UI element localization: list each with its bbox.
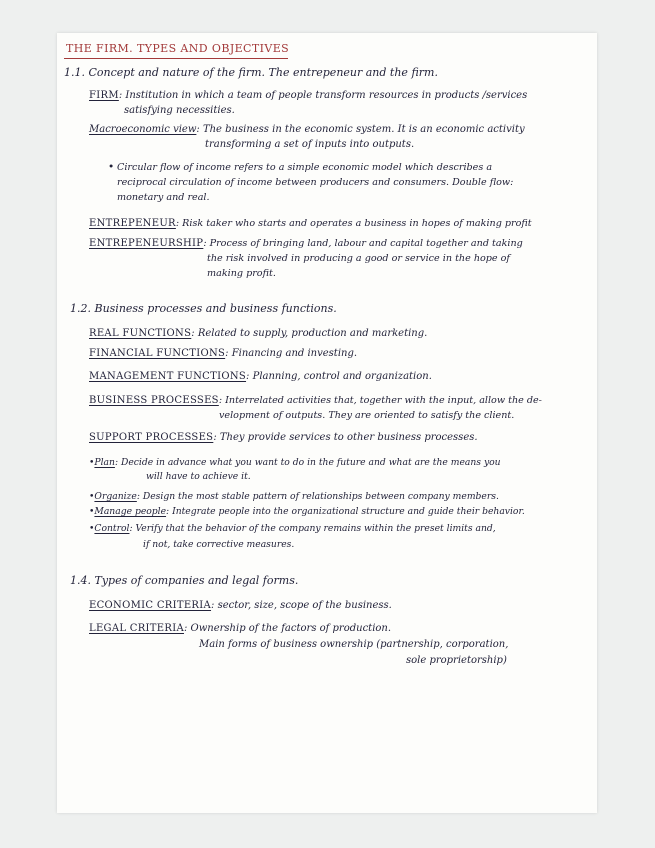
section-1-1-heading: 1.1. Concept and nature of the firm. The entrepeneur and the firm.	[64, 66, 438, 79]
economic-criteria-definition	[89, 599, 392, 612]
macro-def-line-1: : The business in the economic system. It is an economic activity	[196, 124, 525, 135]
economic-criteria-term: ECONOMIC CRITERIA	[89, 600, 212, 611]
organize-def: : Design the most stable pattern of relationships between company members.	[136, 491, 499, 502]
business-processes-term: BUSINESS PROCESSES	[89, 395, 219, 406]
bullet-dot: •	[108, 161, 115, 173]
firm-term: FIRM	[89, 90, 119, 101]
section-1-2-heading: 1.2. Business processes and business functions.	[70, 302, 337, 315]
circular-flow-line-2: reciprocal circulation of income between producers and consumers. Double flow:	[117, 177, 514, 188]
legal-criteria-def-line-3: sole proprietorship)	[406, 655, 507, 666]
macro-term: Macroeconomic view	[89, 124, 197, 135]
bullet-dot: •	[89, 457, 95, 468]
section-1-4-heading: 1.4. Types of companies and legal forms.	[70, 574, 299, 587]
plan-def-line-1: : Decide in advance what you want to do in the future and what are the means you	[114, 457, 501, 468]
real-functions-term: REAL FUNCTIONS	[89, 328, 192, 339]
legal-criteria-def-line-1: : Ownership of the factors of production.	[183, 623, 392, 634]
management-functions-definition	[89, 370, 432, 383]
business-processes-def-line-2: velopment of outputs. They are oriented to satisfy the client.	[219, 410, 515, 421]
support-processes-def: : They provide services to other business processes.	[213, 432, 478, 443]
bullet-dot: •	[89, 491, 95, 502]
firm-definition	[89, 89, 527, 102]
legal-criteria-def-line-2: Main forms of business ownership (partnership, corporation,	[199, 639, 509, 650]
support-processes-definition	[89, 431, 478, 444]
organize-term: Organize	[94, 491, 137, 502]
management-functions-term: MANAGEMENT FUNCTIONS	[89, 371, 247, 382]
control-term: Control	[94, 523, 130, 534]
entrepeneur-def: : Risk taker who starts and operates a business in hopes of making profit	[175, 218, 532, 229]
legal-criteria-definition	[89, 622, 391, 635]
entrepeneurship-definition	[89, 237, 523, 250]
macro-definition	[89, 123, 525, 136]
entrepeneurship-def-line-1: : Process of bringing land, labour and capital together and taking	[203, 238, 523, 249]
plan-def-line-2: will have to achieve it.	[146, 471, 251, 482]
manage-people-term: Manage people	[94, 506, 167, 517]
financial-functions-def: : Financing and investing.	[225, 348, 358, 359]
circular-flow-line-1: Circular flow of income refers to a simple economic model which describes a	[117, 162, 493, 173]
page-title: THE FIRM. TYPES AND OBJECTIVES	[66, 42, 290, 55]
legal-criteria-term: LEGAL CRITERIA	[89, 623, 184, 634]
control-def-line-2: if not, take corrective measures.	[143, 539, 295, 550]
manage-people-item	[89, 505, 525, 518]
support-processes-term: SUPPORT PROCESSES	[89, 432, 214, 443]
circular-flow-line-3: monetary and real.	[117, 192, 210, 203]
entrepeneur-definition	[89, 217, 532, 230]
real-functions-def: : Related to supply, production and marketing.	[191, 328, 428, 339]
real-functions-definition	[89, 327, 427, 340]
financial-functions-definition	[89, 347, 357, 360]
organize-item	[89, 490, 499, 503]
manage-people-def: : Integrate people into the organizational structure and guide their behavior.	[166, 506, 525, 517]
macro-def-line-2: transforming a set of inputs into outputs.	[205, 139, 415, 150]
control-def-line-1: : Verify that the behavior of the company remains within the preset limits and,	[129, 523, 496, 534]
economic-criteria-def: : sector, size, scope of the business.	[211, 600, 392, 611]
firm-def-line-2: satisfying necessities.	[124, 105, 235, 116]
entrepeneurship-def-line-2: the risk involved in producing a good or service in the hope of	[207, 253, 510, 264]
business-processes-def-line-1: : Interrelated activities that, together with the input, allow the de-	[218, 395, 542, 406]
business-processes-definition	[89, 394, 542, 407]
bullet-dot: •	[89, 506, 95, 517]
entrepeneurship-def-line-3: making profit.	[207, 268, 276, 279]
control-item	[89, 522, 496, 535]
entrepeneurship-term: ENTREPENEURSHIP	[89, 238, 204, 249]
title-underline	[64, 58, 288, 59]
financial-functions-term: FINANCIAL FUNCTIONS	[89, 348, 226, 359]
plan-term: Plan	[94, 457, 115, 468]
entrepeneur-term: ENTREPENEUR	[89, 218, 176, 229]
firm-def-line-1: : Institution in which a team of people transform resources in products /services	[118, 90, 528, 101]
management-functions-def: : Planning, control and organization.	[246, 371, 432, 382]
plan-item	[89, 456, 501, 469]
bullet-dot: •	[89, 523, 95, 534]
